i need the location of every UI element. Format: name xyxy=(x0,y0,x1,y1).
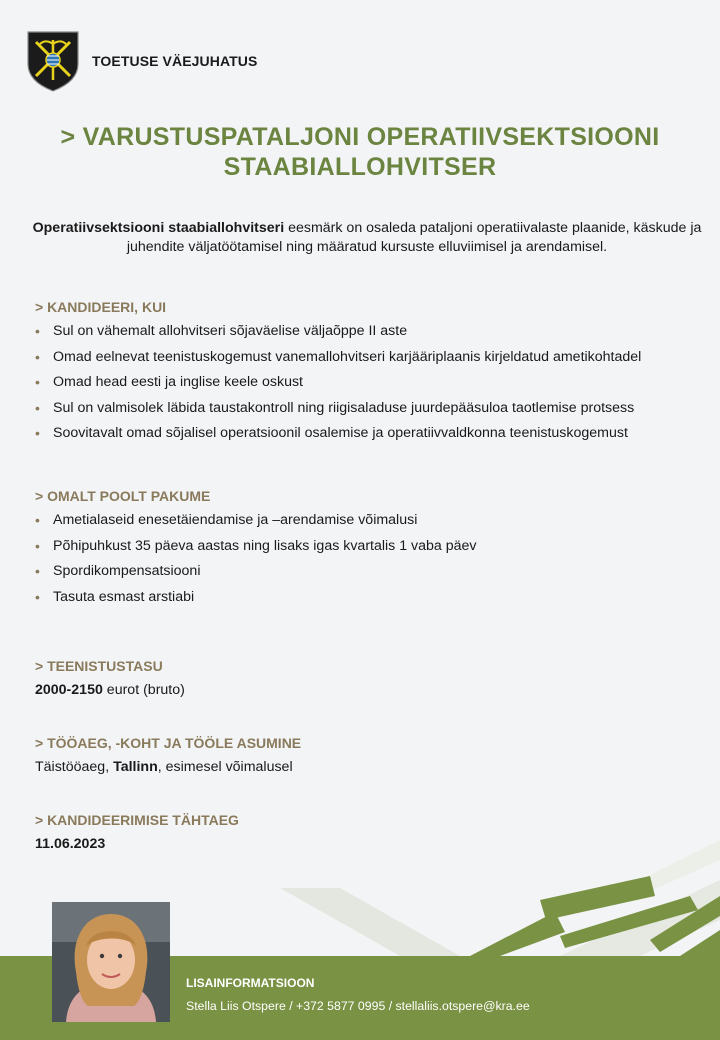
worktime-value xyxy=(35,757,708,777)
list-item: • Spordikompensatsiooni xyxy=(35,561,708,587)
header xyxy=(26,30,257,92)
worktime-pre: Täistööaeg, xyxy=(35,759,114,775)
organization-name: TOETUSE VÄEJUHATUS xyxy=(92,53,258,69)
list-item: • Omad head eesti ja inglise keele oskust xyxy=(35,372,708,398)
list-item: • Soovitavalt omad sõjalisel operatsioonil osalemise ja operatiivvaldkonna teenistuskogemust xyxy=(35,423,708,449)
salary-unit: eurot (bruto) xyxy=(102,682,185,698)
apply-heading: > KANDIDEERI, KUI xyxy=(35,299,167,315)
apply-list xyxy=(35,321,708,449)
offer-list xyxy=(35,510,708,612)
salary-section xyxy=(35,658,708,700)
list-item: • Põhipuhkust 35 päeva aastas ning lisaks igas kvartalis 1 vaba päev xyxy=(35,536,708,562)
list-item: • Sul on valmisolek läbida taustakontroll ning riigisaladuse juurdepääsuloa taotlemise protsess xyxy=(35,398,708,424)
salary-value xyxy=(35,680,708,700)
footer-label: LISAINFORMATSIOON xyxy=(186,976,315,990)
job-title-line2: STAABIALLOHVITSER xyxy=(223,153,497,181)
list-item: • Omad eelnevat teenistuskogemust vanemallohvitseri karjääriplaanis kirjeldatud ametikohtadel xyxy=(35,347,708,373)
deadline-date: 11.06.2023 xyxy=(35,836,106,852)
footer-contact: Stella Liis Otspere / +372 5877 0995 / stellaliis.otspere@kra.ee xyxy=(186,999,530,1013)
job-title xyxy=(20,122,700,182)
salary-amount: 2000-2150 xyxy=(35,682,103,698)
salary-heading: > TEENISTUSTASU xyxy=(35,658,163,674)
worktime-heading: > TÖÖAEG, -KOHT JA TÖÖLE ASUMINE xyxy=(35,735,302,751)
worktime-section xyxy=(35,735,708,777)
intro-paragraph xyxy=(30,219,704,257)
intro-text: eesmärk on osaleda pataljoni operatiivalaste plaanide, käskude ja juhendite väljatöötamisel ning määratud kursuste elluviimisel ja arendamisel. xyxy=(126,220,702,255)
list-item: • Sul on vähemalt allohvitseri sõjaväelise väljaõppe II aste xyxy=(35,321,708,347)
deadline-heading: > KANDIDEERIMISE TÄHTAEG xyxy=(35,812,239,828)
list-item: • Tasuta esmast arstiabi xyxy=(35,587,708,613)
worktime-city: Tallinn xyxy=(113,759,158,775)
list-item: • Ametialaseid enesetäiendamise ja –arendamise võimalusi xyxy=(35,510,708,536)
worktime-post: , esimesel võimalusel xyxy=(157,759,293,775)
apply-section xyxy=(35,299,708,449)
intro-bold: Operatiivsektsiooni staabiallohvitseri xyxy=(32,220,285,236)
offer-heading: > OMALT POOLT PAKUME xyxy=(35,488,211,504)
offer-section xyxy=(35,488,708,612)
military-crest-icon xyxy=(26,30,80,92)
contact-person-photo xyxy=(52,902,170,1022)
contact-photo-image xyxy=(52,902,170,1022)
job-title-line1: > VARUSTUSPATALJONI OPERATIIVSEKTSIOONI xyxy=(60,123,660,151)
deadline-section xyxy=(35,812,708,854)
